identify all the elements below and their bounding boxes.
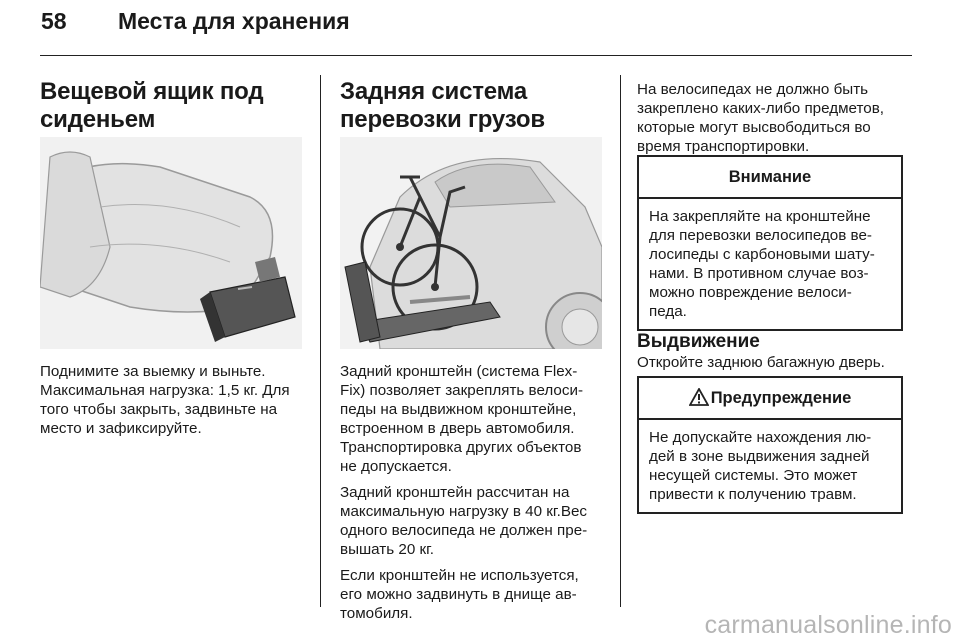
text-line: вышать 20 кг. [340, 541, 435, 558]
seat-drawer-icon [40, 137, 302, 349]
heading-line: Вещевой ящик под [40, 78, 264, 105]
text-line: Задний кронштейн рассчитан на [340, 484, 570, 501]
text-line: место и зафиксируйте. [40, 420, 202, 437]
text-line: несущей системы. Это может [649, 467, 858, 484]
text-line: Не допускайте нахождения лю- [649, 429, 872, 446]
page-number: 58 [41, 8, 67, 34]
text-line: педа. [649, 303, 687, 320]
column-2 [340, 78, 610, 134]
text-line: для перевозки велосипедов ве- [649, 227, 872, 244]
text-line: Поднимите за выемку и выньте. [40, 363, 266, 380]
subheading-extension: Выдвижение [637, 331, 760, 352]
heading-line: сиденьем [40, 106, 156, 133]
paragraph [340, 566, 615, 623]
extension-text: Откройте заднюю багажную дверь. [637, 354, 885, 371]
text-line: того чтобы закрыть, задвиньте на [40, 401, 278, 418]
bike-carrier-icon [340, 137, 602, 349]
paragraph [340, 362, 615, 476]
text-line: не допускается. [340, 458, 452, 475]
underseat-drawer-text [40, 362, 315, 438]
text-line: На закрепляйте на кронштейне [649, 208, 871, 225]
running-header-title: Места для хранения [118, 8, 350, 34]
warning-title [639, 378, 901, 420]
header-rule [40, 55, 912, 56]
extension-section [637, 331, 912, 372]
column-divider-2 [620, 75, 621, 607]
heading-line: Задняя система [340, 78, 528, 105]
paragraph [340, 483, 615, 559]
text-line: На велосипедах не должно быть [637, 81, 869, 98]
text-line: время транспортировки. [637, 138, 810, 155]
text-line: максимальную нагрузку в 40 кг.Вес [340, 503, 587, 520]
rear-carrier-text [340, 362, 615, 623]
text-line: Максимальная нагрузка: 1,5 кг. Для [40, 382, 290, 399]
text-line: томобиля. [340, 605, 413, 622]
warning-body [639, 420, 901, 512]
text-line: которые могут высвободиться во [637, 119, 871, 136]
rear-bike-carrier-illustration [340, 137, 602, 349]
underseat-drawer-illustration [40, 137, 302, 349]
warning-title-text: Предупреждение [710, 389, 852, 407]
watermark: carmanualsonline.info [704, 611, 952, 639]
notice-box [637, 155, 903, 331]
text-line: нами. В противном случае воз- [649, 265, 869, 282]
notice-title: Внимание [639, 157, 901, 199]
text-line: одного велосипеда не должен пре- [340, 522, 588, 539]
text-line: Fix) позволяет закреплять велоси- [340, 382, 583, 399]
text-line: лосипеды с карбоновыми шату- [649, 246, 875, 263]
section-heading-rear-carrier [340, 78, 610, 134]
text-line: его можно задвинуть в днище ав- [340, 586, 577, 603]
paragraph [40, 362, 315, 438]
text-line: можно повреждение велоси- [649, 284, 852, 301]
intro-paragraph [637, 80, 912, 156]
warning-triangle-icon [689, 388, 709, 406]
text-line: встроенном в дверь автомобиля. [340, 420, 575, 437]
text-line: Задний кронштейн (система Flex- [340, 363, 578, 380]
notice-body [639, 199, 901, 329]
text-line: Транспортировка других объектов [340, 439, 582, 456]
column-3 [637, 80, 912, 156]
text-line: педы на выдвижном кронштейне, [340, 401, 577, 418]
text-line: привести к получению травм. [649, 486, 857, 503]
column-1 [40, 78, 310, 134]
text-line: дей в зоне выдвижения задней [649, 448, 870, 465]
text-line: закреплено каких-либо предметов, [637, 100, 884, 117]
column-divider-1 [320, 75, 321, 607]
heading-line: перевозки грузов [340, 106, 545, 133]
section-heading-underseat-drawer [40, 78, 310, 134]
text-line: Если кронштейн не используется, [340, 567, 579, 584]
warning-box [637, 376, 903, 514]
